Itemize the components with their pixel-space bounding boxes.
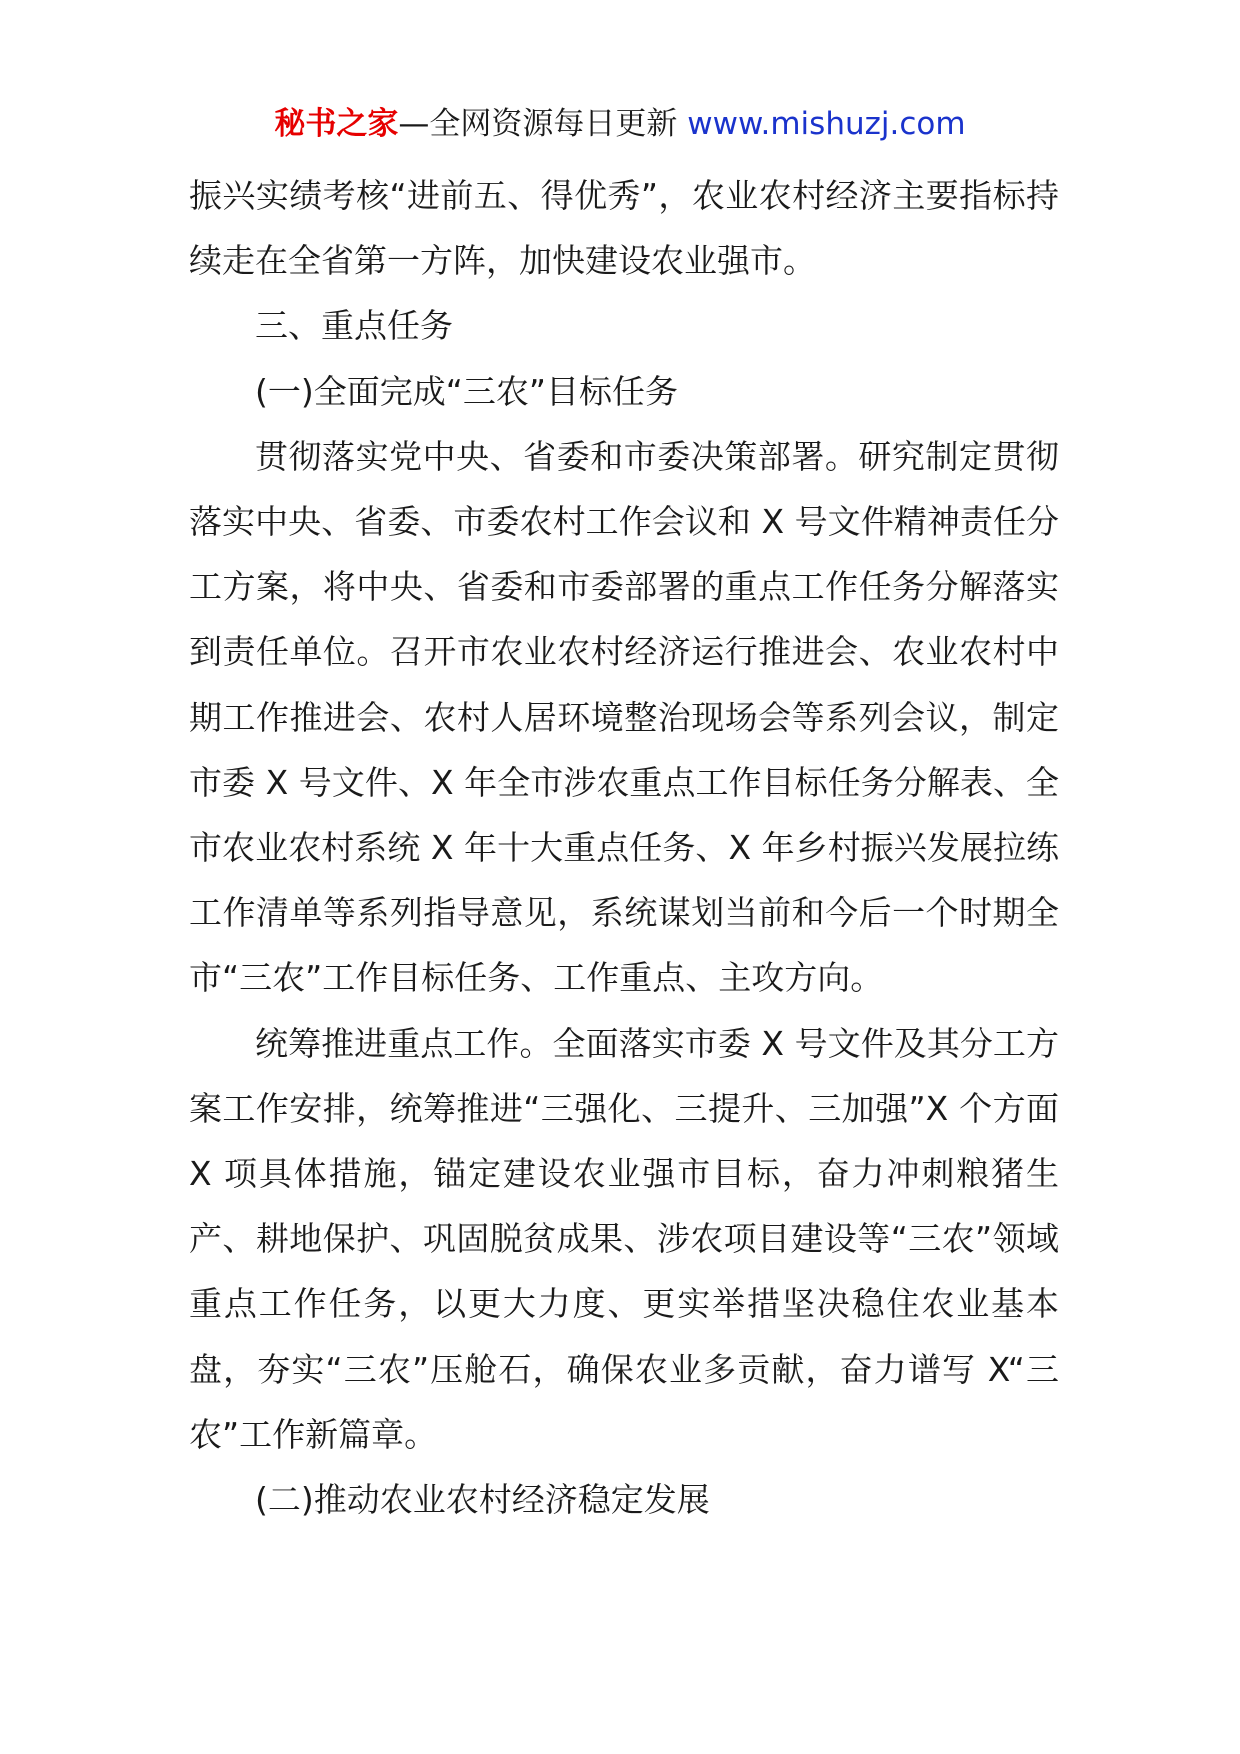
- brand-name: 秘书之家: [274, 106, 399, 142]
- header-tagline: —全网资源每日更新: [398, 106, 688, 142]
- website-link[interactable]: www.mishuzj.com: [687, 106, 966, 142]
- document-body: [189, 163, 1059, 1532]
- paragraph: 统筹推进重点工作。全面落实市委 X 号文件及其分工方案工作安排，统筹推进“三强化、三提升、三加强”X 个方面 X 项具体措施，锚定建设农业强市目标，奋力冲刺粮猪生产、耕地保护、巩固脱贫成果、涉农项目建设等“三农”领域重点工作任务，以更大力度、更实举措坚决稳住农业基本盘，夯实“三农”压舱石，确保农业多贡献，奋力谱写 X“三农”工作新篇章。: [189, 1023, 1059, 1454]
- page-header: [0, 104, 1240, 144]
- paragraph: 贯彻落实党中央、省委和市委决策部署。研究制定贯彻落实中央、省委、市委农村工作会议和 X 号文件精神责任分工方案，将中央、省委和市委部署的重点工作任务分解落实到责任单位。召开市农业农村经济运行推进会、农业农村中期工作推进会、农村人居环境整治现场会等系列会议，制定市委 X 号文件、X 年全市涉农重点工作目标任务分解表、全市农业农村系统 X 年十大重点任务、X 年乡村振兴发展拉练工作清单等系列指导意见，系统谋划当前和今后一个时期全市“三农”工作目标任务、工作重点、主攻方向。: [189, 436, 1059, 998]
- subsection-heading: (二)推动农业农村经济稳定发展: [255, 1480, 710, 1520]
- paragraph-continued: 振兴实绩考核“进前五、得优秀”，农业农村经济主要指标持续走在全省第一方阵，加快建设农业强市。: [189, 176, 1059, 281]
- subsection-heading: (一)全面完成“三农”目标任务: [255, 371, 678, 411]
- section-heading: 三、重点任务: [255, 306, 453, 346]
